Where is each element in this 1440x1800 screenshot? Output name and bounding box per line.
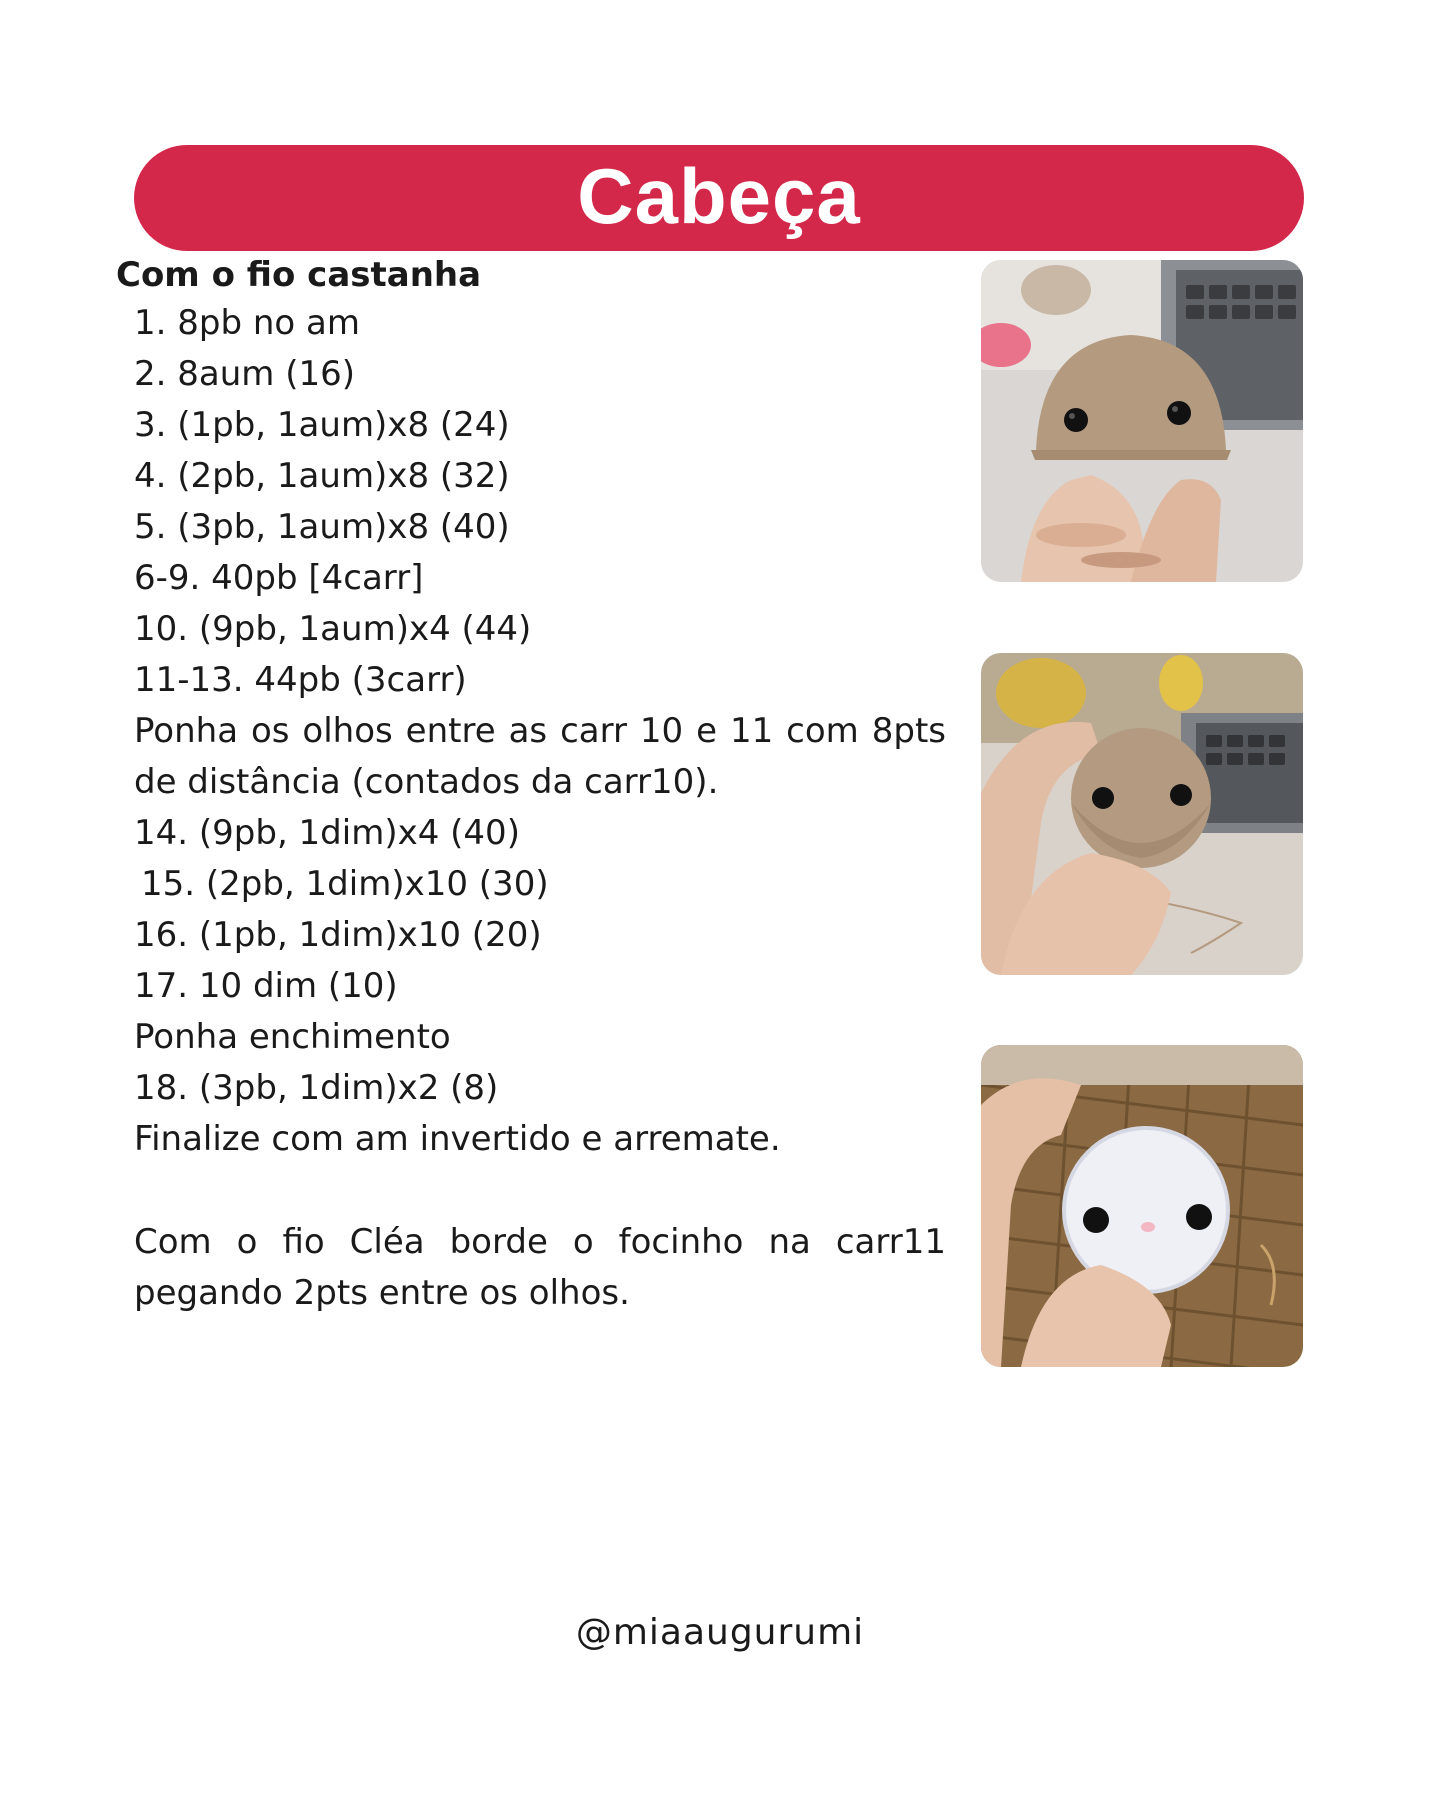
step-item: 10. (9pb, 1aum)x4 (44) [134, 609, 532, 649]
photo-head-white [981, 1045, 1303, 1367]
step-item: 2. 8aum (16) [134, 354, 355, 394]
snout-note: Com o fio Cléa borde o focinho na carr11 pegando 2pts entre os olhos. [134, 1222, 946, 1313]
step-instruction: Ponha os olhos entre as carr 10 e 11 com 8pts de distância (contados da carr10). [134, 711, 946, 802]
footer-handle: @miaaugurumi [575, 1612, 865, 1653]
step-instruction: Ponha enchimento [134, 1017, 451, 1057]
steps-list [134, 298, 946, 1165]
step-item: 5. (3pb, 1aum)x8 (40) [134, 507, 510, 547]
photo-head-eyes [981, 653, 1303, 975]
step-item: 14. (9pb, 1dim)x4 (40) [134, 813, 520, 853]
step-item: 15. (2pb, 1dim)x10 (30) [141, 864, 549, 904]
step-instruction: Finalize com am invertido e arremate. [134, 1119, 781, 1159]
step-item: 18. (3pb, 1dim)x2 (8) [134, 1068, 499, 1108]
step-item: 16. (1pb, 1dim)x10 (20) [134, 915, 542, 955]
step-item: 1. 8pb no am [134, 303, 360, 343]
page-title: Cabeça [577, 152, 861, 240]
step-item: 4. (2pb, 1aum)x8 (32) [134, 456, 510, 496]
step-item: 11-13. 44pb (3carr) [134, 660, 467, 700]
title-banner [134, 145, 1304, 251]
step-item: 6-9. 40pb [4carr] [134, 558, 424, 598]
subtitle: Com o fio castanha [116, 255, 482, 295]
step-item: 17. 10 dim (10) [134, 966, 398, 1006]
step-item: 3. (1pb, 1aum)x8 (24) [134, 405, 510, 445]
photo-head-cup [981, 260, 1303, 582]
